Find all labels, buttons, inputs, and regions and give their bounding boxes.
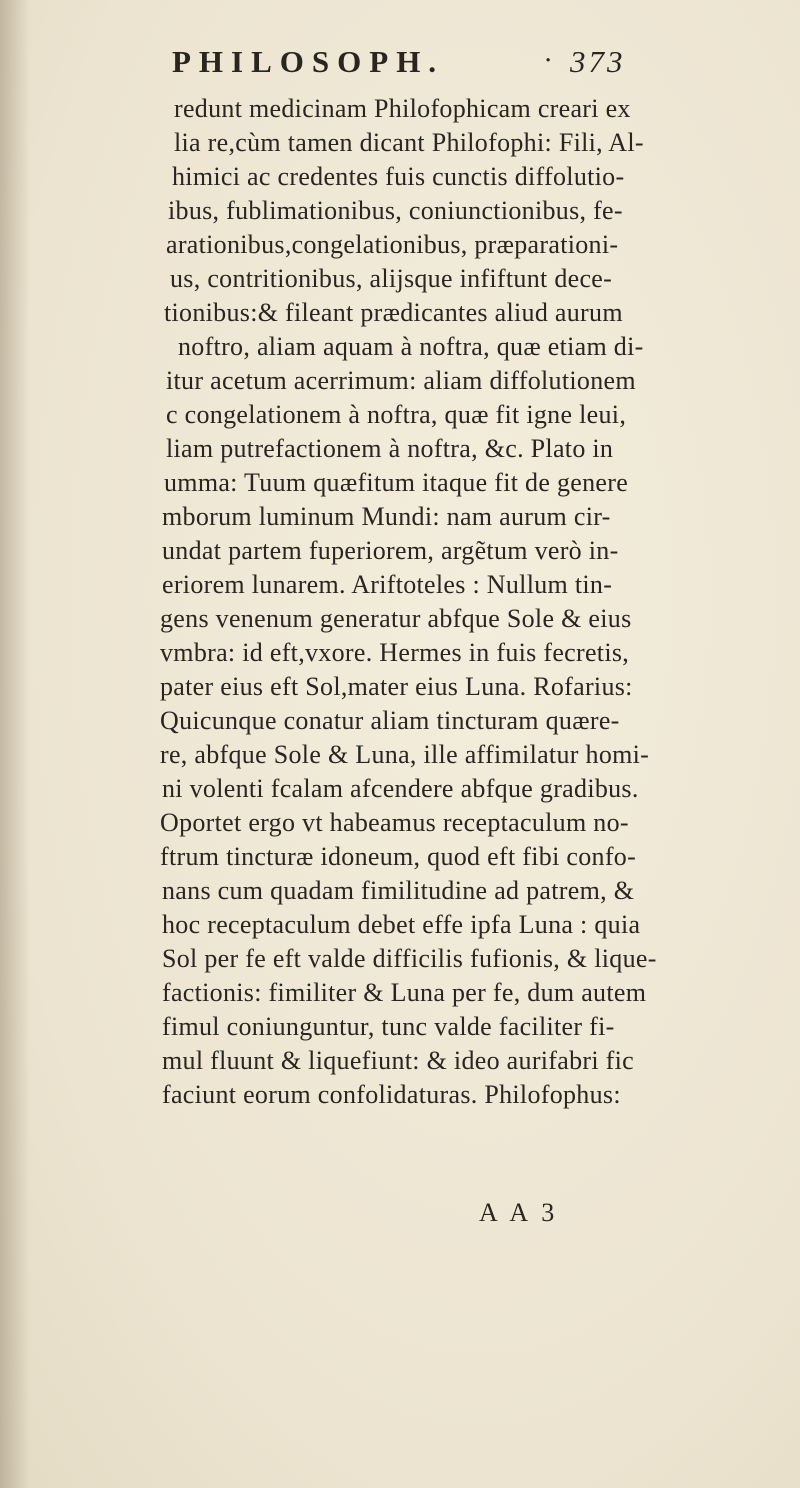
text-line: hoc receptaculum debet effe ipfa Luna : quia (162, 910, 641, 939)
text-line: arationibus,congelationibus, præparationi- (166, 230, 619, 259)
text-line: vmbra: id eft,vxore. Hermes in fuis fecretis, (160, 638, 630, 667)
text-line: factionis: fimiliter & Luna per fe, dum autem (162, 978, 647, 1007)
signature-mark: A A 3 (479, 1198, 559, 1227)
text-line: noftro, aliam aquam à noftra, quæ etiam di- (178, 332, 644, 361)
text-line: itur acetum acerrimum: aliam diffolutionem (166, 366, 636, 395)
text-line: gens venenum generatur abfque Sole & eius (160, 604, 632, 633)
text-line: nans cum quadam fimilitudine ad patrem, & (162, 876, 635, 905)
text-line: liam putrefactionem à noftra, &c. Plato in (166, 434, 614, 463)
text-line: ftrum tincturæ idoneum, quod eft fibi confo- (160, 842, 637, 871)
text-line: Oportet ergo vt habeamus receptaculum no- (160, 808, 629, 837)
text-line: ibus, fublimationibus, coniunctionibus, fe- (168, 196, 623, 225)
text-line: mborum luminum Mundi: nam aurum cir- (162, 502, 611, 531)
running-head-title: PHILOSOPH. (172, 44, 445, 79)
text-line: tionibus:& fileant prædicantes aliud aurum (164, 298, 623, 327)
text-line: lia re,cùm tamen dicant Philofophi: Fili, Al- (174, 128, 644, 157)
running-head (172, 44, 626, 84)
page-number: 373 (570, 44, 626, 79)
text-line: us, contritionibus, alijsque infiftunt dece- (170, 264, 613, 293)
text-line: himici ac credentes fuis cunctis diffolutio- (172, 162, 625, 191)
text-line: mul fluunt & liquefiunt: & ideo aurifabri fic (162, 1046, 635, 1075)
text-line: re, abfque Sole & Luna, ille affimilatur homi- (160, 740, 650, 769)
text-line: ni volenti fcalam afcendere abfque gradibus. (162, 774, 639, 803)
text-line: eriorem lunarem. Ariftoteles : Nullum tin- (162, 570, 613, 599)
text-line: redunt medicinam Philofophicam creari ex (174, 94, 631, 123)
text-line: Sol per fe eft valde difficilis fufionis, & lique- (162, 944, 657, 973)
text-line: Quicunque conatur aliam tincturam quære- (160, 706, 620, 735)
gutter-shadow (0, 0, 30, 1488)
text-line: umma: Tuum quæfitum itaque fit de genere (164, 468, 629, 497)
text-line: fimul coniunguntur, tunc valde faciliter fi- (162, 1012, 615, 1041)
text-line: faciunt eorum confolidaturas. Philofophus: (162, 1080, 621, 1109)
text-line: c congelationem à noftra, quæ fit igne leui, (166, 400, 627, 429)
text-line: pater eius eft Sol,mater eius Luna. Rofarius: (160, 672, 633, 701)
running-head-separator: · (544, 46, 553, 76)
text-line: undat partem fuperiorem, argẽtum verò in- (162, 536, 619, 565)
